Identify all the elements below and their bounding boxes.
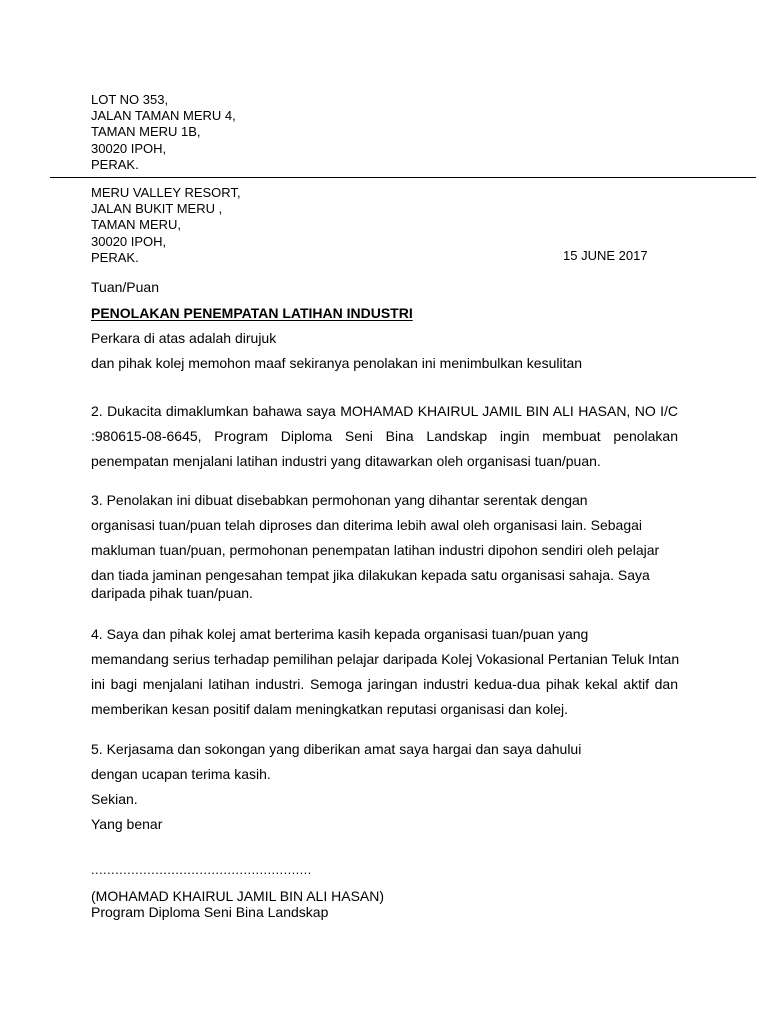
paragraph-line: 2. Dukacita dimaklumkan bahawa saya MOHAMAD KHAIRUL JAMIL BIN ALI HASAN, NO I/C bbox=[91, 403, 678, 419]
sender-address-line: LOT NO 353, bbox=[91, 92, 169, 107]
sender-address-line: PERAK. bbox=[91, 156, 139, 172]
paragraph-line: 5. Kerjasama dan sokongan yang diberikan amat saya hargai dan saya dahului bbox=[91, 741, 582, 757]
signatory-program: Program Diploma Seni Bina Landskap bbox=[91, 904, 329, 920]
closing-line: Sekian. bbox=[91, 791, 138, 807]
paragraph-line: organisasi tuan/puan telah diproses dan diterima lebih awal oleh organisasi lain. Sebagai bbox=[91, 517, 643, 533]
recipient-address-line: 30020 IPOH, bbox=[91, 233, 167, 249]
paragraph-line: memandang serius terhadap pemilihan pelajar daripada Kolej Vokasional Pertanian Teluk Intan bbox=[91, 651, 680, 667]
signature-line: ....................................................... bbox=[91, 862, 312, 877]
recipient-address-line: TAMAN MERU, bbox=[91, 217, 182, 233]
paragraph-line: dan pihak kolej memohon maaf sekiranya penolakan ini menimbulkan kesulitan bbox=[91, 355, 583, 371]
recipient-address bbox=[91, 185, 241, 266]
paragraph-line: :980615-08-6645, Program Diploma Seni Bina Landskap ingin membuat penolakan bbox=[91, 428, 678, 444]
paragraph-line: makluman tuan/puan, permohonan penempatan latihan industri dipohon sendiri oleh pelajar bbox=[91, 542, 660, 558]
recipient-address-line: JALAN BUKIT MERU , bbox=[91, 201, 223, 217]
paragraph-line: penempatan menjalani latihan industri yang ditawarkan oleh organisasi tuan/puan. bbox=[91, 453, 601, 469]
paragraph-line: 3. Penolakan ini dibuat disebabkan permohonan yang dihantar serentak dengan bbox=[91, 492, 588, 508]
signatory-name: (MOHAMAD KHAIRUL JAMIL BIN ALI HASAN) bbox=[91, 888, 385, 904]
closing-line: Yang benar bbox=[91, 816, 163, 832]
letter-date: 15 JUNE 2017 bbox=[563, 248, 648, 263]
paragraph-line: daripada pihak tuan/puan. bbox=[91, 585, 253, 601]
paragraph-line: Perkara di atas adalah dirujuk bbox=[91, 330, 277, 346]
paragraph-line: ini bagi menjalani latihan industri. Semoga jaringan industri kedua-dua pihak kekal aktif dan bbox=[91, 676, 678, 692]
paragraph-line: memberikan kesan positif dalam meningkatkan reputasi organisasi dan kolej. bbox=[91, 701, 569, 717]
sender-address-line: TAMAN MERU 1B, bbox=[91, 124, 201, 140]
recipient-address-line: MERU VALLEY RESORT, bbox=[91, 185, 241, 200]
sender-address-line: JALAN TAMAN MERU 4, bbox=[91, 108, 236, 124]
sender-address-line: 30020 IPOH, bbox=[91, 140, 167, 156]
paragraph-line: dan tiada jaminan pengesahan tempat jika dilakukan kepada satu organisasi sahaja. Saya bbox=[91, 567, 650, 583]
subject-heading: PENOLAKAN PENEMPATAN LATIHAN INDUSTRI bbox=[91, 305, 413, 321]
sender-address bbox=[91, 92, 236, 173]
salutation: Tuan/Puan bbox=[91, 279, 159, 295]
recipient-address-line: PERAK. bbox=[91, 249, 139, 265]
paragraph-line: dengan ucapan terima kasih. bbox=[91, 766, 271, 782]
header-divider bbox=[50, 177, 756, 178]
paragraph-line: 4. Saya dan pihak kolej amat berterima kasih kepada organisasi tuan/puan yang bbox=[91, 626, 589, 642]
